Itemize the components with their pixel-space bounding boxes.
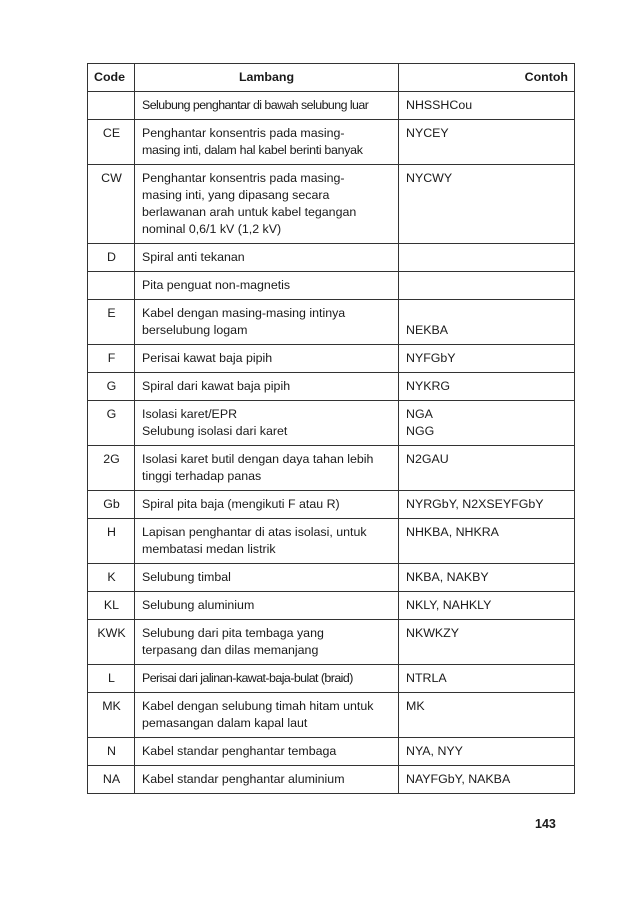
contoh-line	[406, 305, 568, 322]
cell-lambang	[135, 446, 399, 491]
table-row	[88, 446, 575, 491]
lambang-line: Kabel dengan masing-masing intinya	[142, 306, 346, 320]
lambang-line: Spiral anti tekanan	[142, 250, 245, 264]
contoh-line: MK	[406, 699, 425, 713]
cell-lambang	[135, 693, 399, 738]
table-row	[88, 519, 575, 564]
contoh-line: N2GAU	[406, 452, 449, 466]
lambang-line: Isolasi karet butil dengan daya tahan lebih	[142, 452, 374, 466]
cell-code: E	[88, 300, 135, 345]
table-row	[88, 272, 575, 300]
table-row	[88, 120, 575, 165]
cell-contoh	[399, 345, 575, 373]
table-body	[88, 92, 575, 794]
table-row	[88, 300, 575, 345]
cell-contoh	[399, 693, 575, 738]
lambang-line: Penghantar konsentris pada masing-	[142, 126, 345, 140]
contoh-line	[406, 277, 568, 294]
contoh-line: NYRGbY, N2XSEYFGbY	[406, 497, 544, 511]
table-row	[88, 693, 575, 738]
cell-lambang	[135, 373, 399, 401]
lambang-line: Kabel standar penghantar tembaga	[142, 744, 337, 758]
cell-lambang	[135, 120, 399, 165]
contoh-line: NYCEY	[406, 126, 449, 140]
cell-lambang	[135, 519, 399, 564]
contoh-line: NKBA, NAKBY	[406, 570, 489, 584]
contoh-line: NHKBA, NHKRA	[406, 525, 499, 539]
contoh-line: NEKBA	[406, 323, 449, 337]
cell-code: G	[88, 373, 135, 401]
table-header-row	[88, 64, 575, 92]
lambang-line: Selubung isolasi dari karet	[142, 424, 288, 438]
header-contoh: Contoh	[399, 64, 575, 92]
lambang-line: Penghantar konsentris pada masing-	[142, 171, 345, 185]
cell-lambang	[135, 165, 399, 244]
cell-contoh	[399, 665, 575, 693]
cell-code: CE	[88, 120, 135, 165]
cell-code: KWK	[88, 620, 135, 665]
cell-contoh	[399, 401, 575, 446]
cell-contoh	[399, 446, 575, 491]
contoh-line: NKWKZY	[406, 626, 460, 640]
page-number: 143	[535, 817, 556, 831]
lambang-line: masing inti, dalam hal kabel berinti banyak	[142, 143, 363, 157]
cell-code: Gb	[88, 491, 135, 519]
cell-lambang	[135, 272, 399, 300]
header-lambang: Lambang	[135, 64, 399, 92]
cell-lambang	[135, 564, 399, 592]
lambang-line: terpasang dan dilas memanjang	[142, 643, 319, 657]
cell-code: 2G	[88, 446, 135, 491]
table-row	[88, 373, 575, 401]
cell-code: NA	[88, 766, 135, 794]
table-row	[88, 564, 575, 592]
lambang-line: Spiral dari kawat baja pipih	[142, 379, 291, 393]
cell-contoh	[399, 592, 575, 620]
cell-lambang	[135, 620, 399, 665]
contoh-line: NYFGbY	[406, 351, 456, 365]
cell-lambang	[135, 766, 399, 794]
cell-lambang	[135, 401, 399, 446]
cell-lambang	[135, 244, 399, 272]
cell-contoh	[399, 244, 575, 272]
lambang-line: pemasangan dalam kapal laut	[142, 716, 308, 730]
header-code: Code	[88, 64, 135, 92]
table-row	[88, 620, 575, 665]
cell-code: KL	[88, 592, 135, 620]
lambang-line: membatasi medan listrik	[142, 542, 276, 556]
lambang-line: nominal 0,6/1 kV (1,2 kV)	[142, 222, 282, 236]
cell-lambang	[135, 738, 399, 766]
cell-contoh	[399, 491, 575, 519]
lambang-line: Kabel standar penghantar aluminium	[142, 772, 345, 786]
contoh-line	[406, 249, 568, 266]
cell-contoh	[399, 300, 575, 345]
cell-contoh	[399, 272, 575, 300]
contoh-line: NKLY, NAHKLY	[406, 598, 492, 612]
lambang-line: Kabel dengan selubung timah hitam untuk	[142, 699, 374, 713]
contoh-line: NHSSHCou	[406, 98, 473, 112]
lambang-line: Spiral pita baja (mengikuti F atau R)	[142, 497, 340, 511]
cell-contoh	[399, 766, 575, 794]
cell-lambang	[135, 665, 399, 693]
cell-code: MK	[88, 693, 135, 738]
table-row	[88, 92, 575, 120]
table-row	[88, 244, 575, 272]
table-row	[88, 738, 575, 766]
cell-lambang	[135, 345, 399, 373]
cell-code	[88, 92, 135, 120]
cell-contoh	[399, 738, 575, 766]
cell-contoh	[399, 92, 575, 120]
cell-contoh	[399, 373, 575, 401]
contoh-line: NGG	[406, 424, 435, 438]
lambang-line: berselubung logam	[142, 323, 248, 337]
lambang-line: Perisai kawat baja pipih	[142, 351, 273, 365]
lambang-line: Selubung penghantar di bawah selubung luar	[142, 98, 369, 112]
cell-lambang	[135, 592, 399, 620]
cell-code: N	[88, 738, 135, 766]
cell-lambang	[135, 92, 399, 120]
cable-code-table	[87, 63, 575, 794]
cell-contoh	[399, 564, 575, 592]
table-row	[88, 665, 575, 693]
table-row	[88, 592, 575, 620]
cell-code: G	[88, 401, 135, 446]
contoh-line: NYA, NYY	[406, 744, 463, 758]
lambang-line: Pita penguat non-magnetis	[142, 278, 291, 292]
cell-code: CW	[88, 165, 135, 244]
cell-contoh	[399, 519, 575, 564]
cell-contoh	[399, 165, 575, 244]
contoh-line: NYKRG	[406, 379, 451, 393]
table-row	[88, 766, 575, 794]
table-row	[88, 165, 575, 244]
cell-code: K	[88, 564, 135, 592]
lambang-line: berlawanan arah untuk kabel tegangan	[142, 205, 357, 219]
cell-code: L	[88, 665, 135, 693]
cell-code: F	[88, 345, 135, 373]
cell-lambang	[135, 300, 399, 345]
lambang-line: tinggi terhadap panas	[142, 469, 262, 483]
contoh-line: NGA	[406, 407, 433, 421]
cell-code: H	[88, 519, 135, 564]
contoh-line: NYCWY	[406, 171, 453, 185]
lambang-line: masing inti, yang dipasang secara	[142, 188, 330, 202]
lambang-line: Perisai dari jalinan-kawat-baja-bulat (braid)	[142, 671, 353, 685]
table-row	[88, 401, 575, 446]
table-row	[88, 491, 575, 519]
cell-code	[88, 272, 135, 300]
lambang-line: Isolasi karet/EPR	[142, 407, 238, 421]
contoh-line: NAYFGbY, NAKBA	[406, 772, 511, 786]
lambang-line: Lapisan penghantar di atas isolasi, untuk	[142, 525, 367, 539]
cell-lambang	[135, 491, 399, 519]
lambang-line: Selubung aluminium	[142, 598, 255, 612]
cell-contoh	[399, 620, 575, 665]
cell-contoh	[399, 120, 575, 165]
lambang-line: Selubung timbal	[142, 570, 231, 584]
cell-code: D	[88, 244, 135, 272]
lambang-line: Selubung dari pita tembaga yang	[142, 626, 324, 640]
table-row	[88, 345, 575, 373]
contoh-line: NTRLA	[406, 671, 447, 685]
